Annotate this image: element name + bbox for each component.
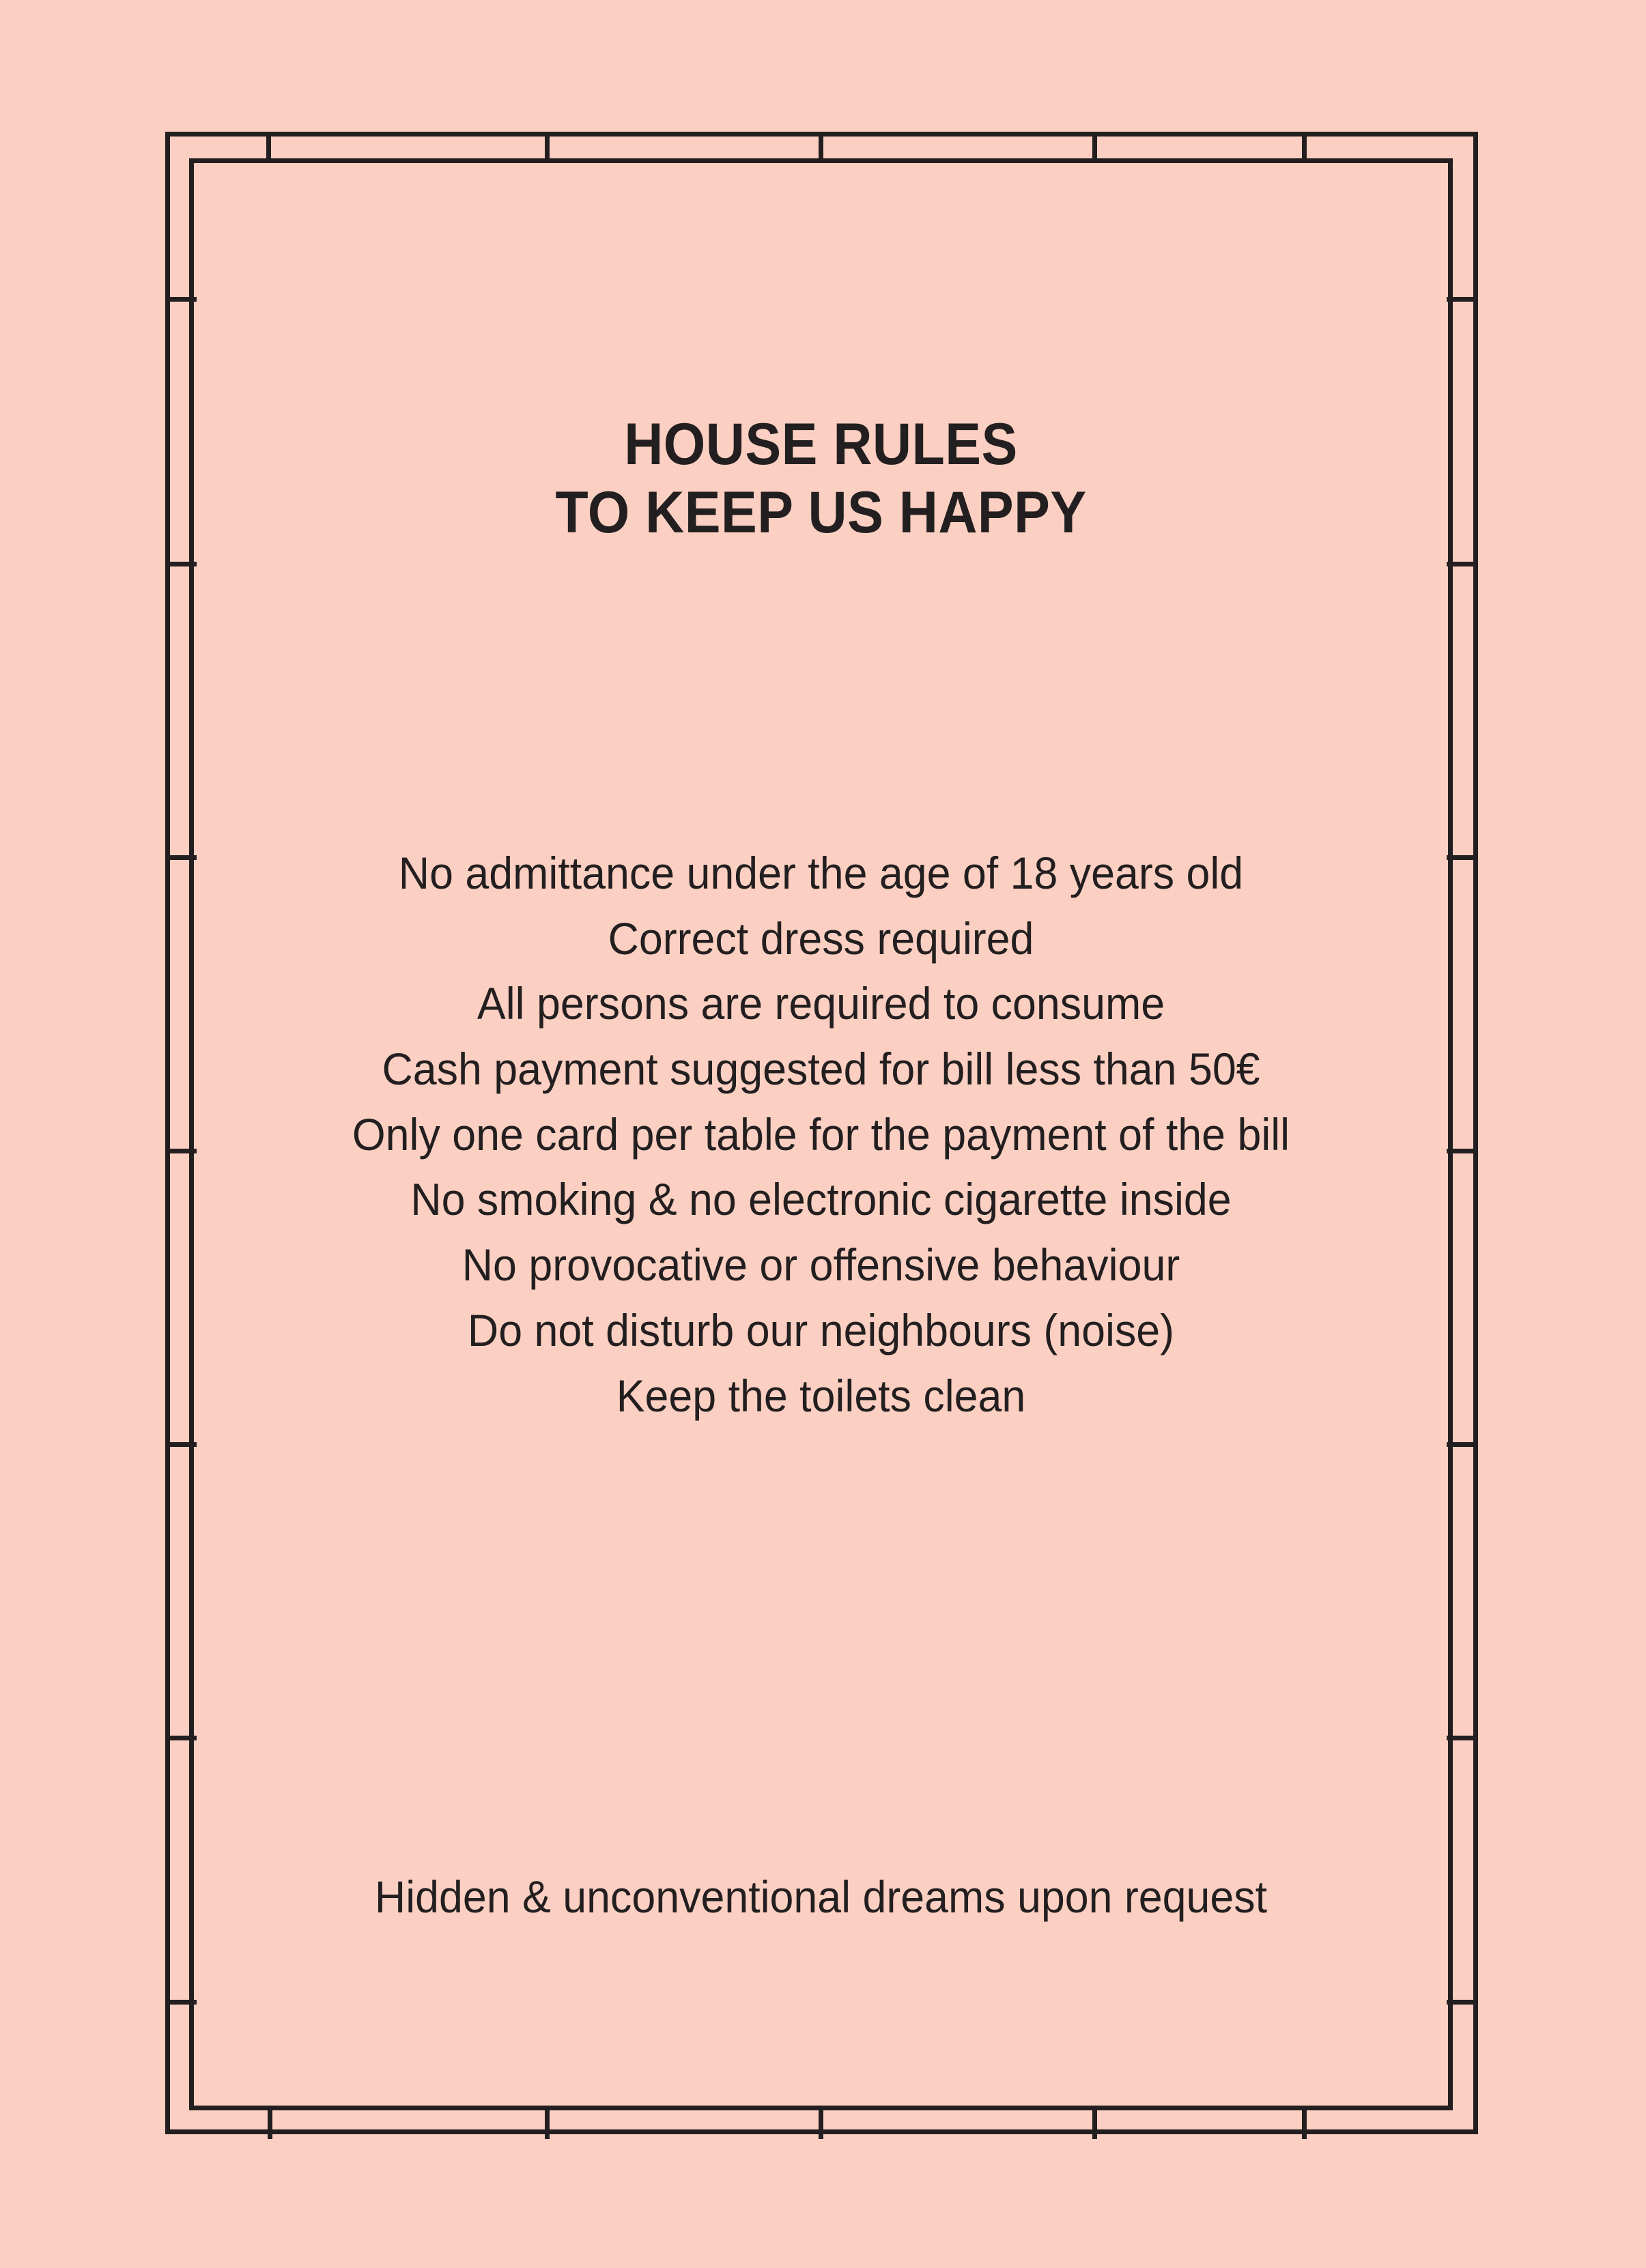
page-title-line-2: TO KEEP US HAPPY — [555, 479, 1087, 545]
poster-content — [189, 158, 1453, 2110]
house-rule-item: Correct dress required — [608, 913, 1034, 964]
house-rule-item: All persons are required to consume — [477, 978, 1165, 1029]
house-rule-item: No smoking & no electronic cigarette inside — [410, 1174, 1232, 1225]
footer-note: Hidden & unconventional dreams upon request — [374, 1871, 1268, 1922]
frame-tick-bottom-2 — [545, 2108, 550, 2139]
house-rule-item: Only one card per table for the payment of the bill — [352, 1108, 1290, 1160]
frame-tick-bottom-3 — [819, 2108, 823, 2139]
frame-tick-bottom-5 — [1302, 2108, 1307, 2139]
frame-tick-bottom-1 — [268, 2108, 272, 2139]
page-title — [240, 411, 1402, 547]
house-rule-item: No admittance under the age of 18 years old — [398, 848, 1244, 898]
house-rule-item: No provocative or offensive behaviour — [462, 1239, 1180, 1291]
house-rule-item: Do not disturb our neighbours (noise) — [467, 1304, 1175, 1355]
frame-tick-bottom-4 — [1092, 2108, 1097, 2139]
house-rule-item: Cash payment suggested for bill less than 50€ — [382, 1044, 1260, 1095]
page-title-line-1: HOUSE RULES — [624, 412, 1018, 477]
house-rules-list — [221, 841, 1421, 1429]
house-rule-item: Keep the toilets clean — [616, 1370, 1026, 1421]
